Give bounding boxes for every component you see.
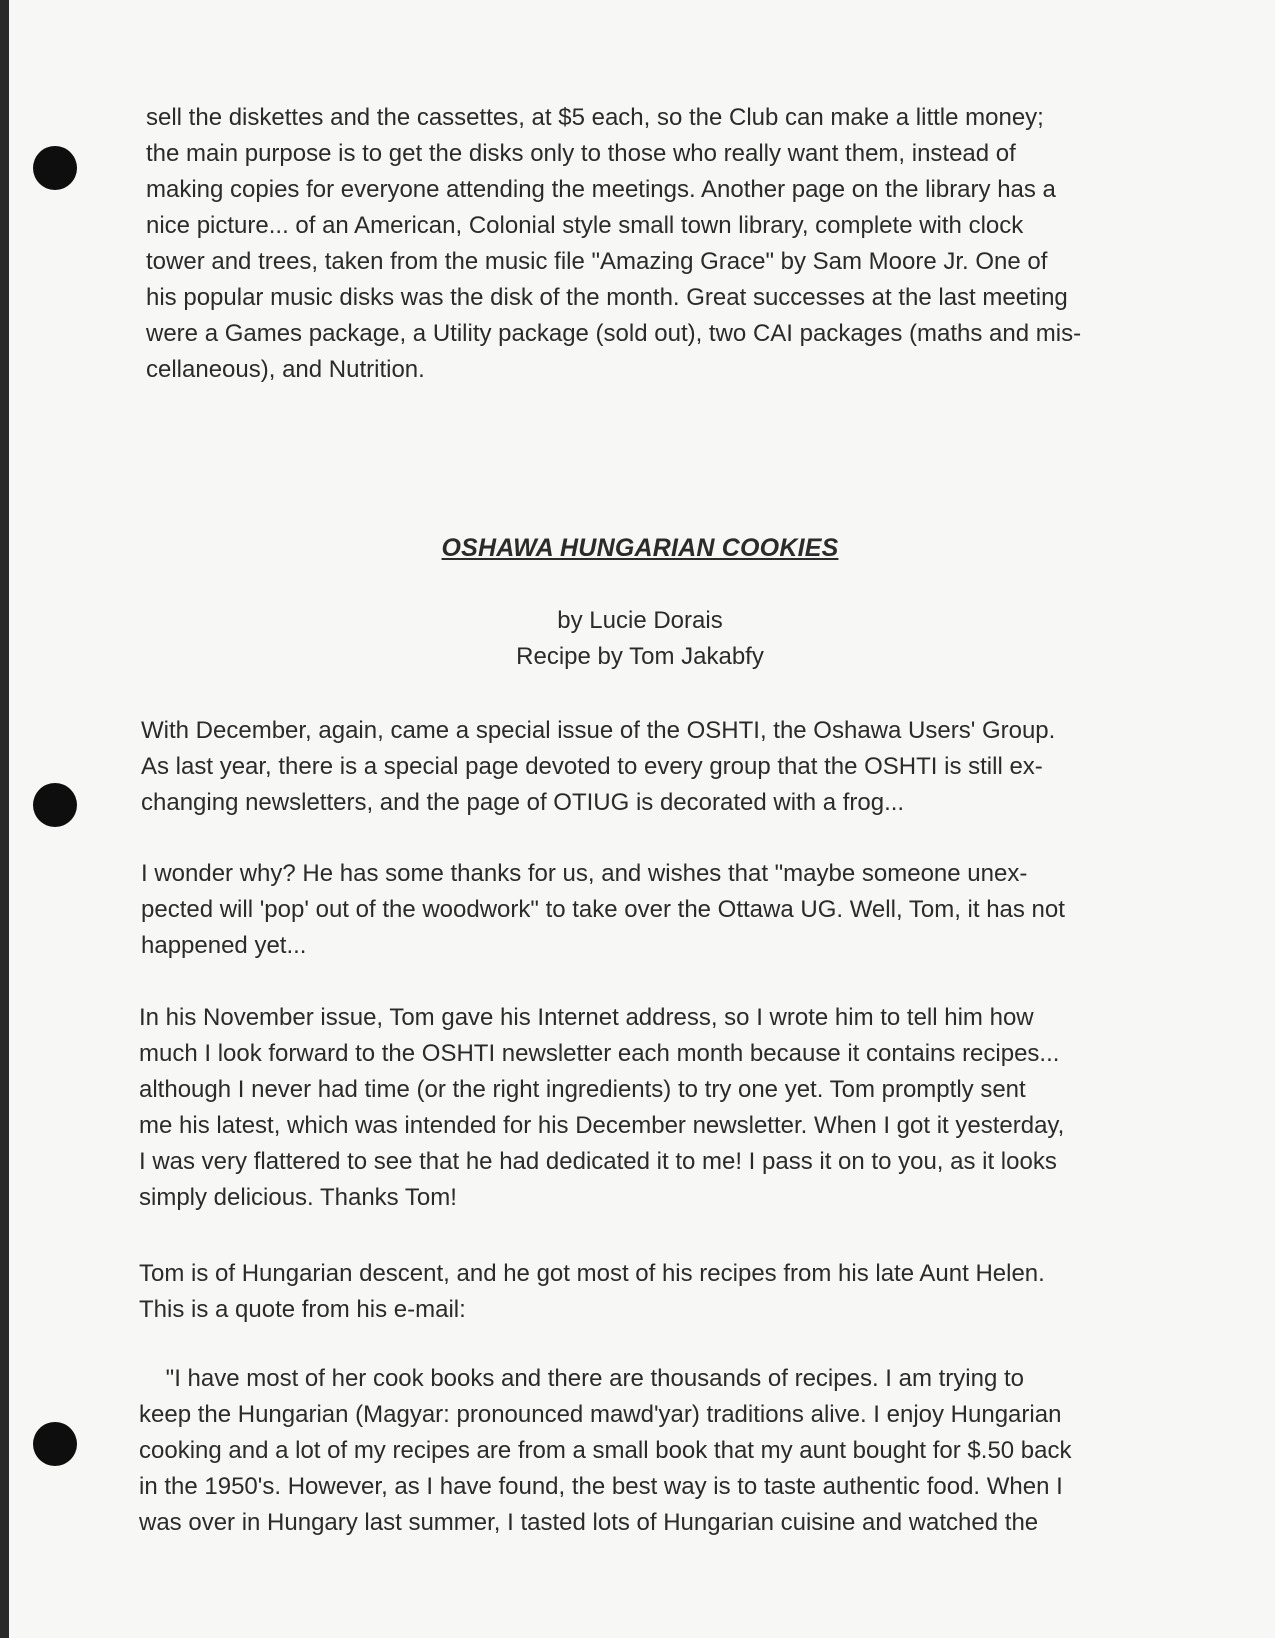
text-line: "I have most of her cook books and there are thousands of recipes. I am trying to [139, 1365, 1024, 1392]
text-line: pected will 'pop' out of the woodwork" to take over the Ottawa UG. Well, Tom, it has not [141, 896, 1065, 923]
text-line: nice picture... of an American, Colonial style small town library, complete with clock [146, 212, 1024, 239]
text-line: tower and trees, taken from the music file "Amazing Grace" by Sam Moore Jr. One of [146, 248, 1048, 275]
article-title: OSHAWA HUNGARIAN COOKIES [441, 534, 839, 562]
article-paragraph-4 [139, 1256, 1045, 1328]
text-line: I wonder why? He has some thanks for us, and wishes that "maybe someone unex- [141, 860, 1028, 887]
text-line: changing newsletters, and the page of OTIUG is decorated with a frog... [141, 789, 905, 816]
text-line: cellaneous), and Nutrition. [146, 356, 425, 383]
text-line: although I never had time (or the right ingredients) to try one yet. Tom promptly sent [139, 1076, 1026, 1103]
text-line: his popular music disks was the disk of the month. Great successes at the last meeting [146, 284, 1068, 311]
text-line: With December, again, came a special issue of the OSHTI, the Oshawa Users' Group. [141, 717, 1056, 744]
text-line: in the 1950's. However, as I have found, the best way is to taste authentic food. When I [139, 1473, 1063, 1500]
text-line: were a Games package, a Utility package (sold out), two CAI packages (maths and mis- [146, 320, 1082, 347]
text-line: I was very flattered to see that he had dedicated it to me! I pass it on to you, as it looks [139, 1148, 1057, 1175]
text-line: Tom is of Hungarian descent, and he got most of his recipes from his late Aunt Helen. [139, 1260, 1045, 1287]
article-paragraph-2 [141, 856, 1065, 964]
article-quote [139, 1361, 1072, 1541]
text-line: keep the Hungarian (Magyar: pronounced mawd'yar) traditions alive. I enjoy Hungarian [139, 1401, 1062, 1428]
text-line: sell the diskettes and the cassettes, at $5 each, so the Club can make a little money; [146, 104, 1044, 131]
byline-author: by Lucie Dorais [557, 607, 723, 634]
text-line: much I look forward to the OSHTI newsletter each month because it contains recipes... [139, 1040, 1060, 1067]
text-line: me his latest, which was intended for his December newsletter. When I got it yesterday, [139, 1112, 1065, 1139]
article-paragraph-1 [141, 713, 1055, 821]
text-line: making copies for everyone attending the meetings. Another page on the library has a [146, 176, 1056, 203]
text-line: As last year, there is a special page devoted to every group that the OSHTI is still ex- [141, 753, 1043, 780]
text-line: the main purpose is to get the disks only to those who really want them, instead of [146, 140, 1016, 167]
binder-hole [33, 1422, 77, 1466]
text-line: cooking and a lot of my recipes are from a small book that my aunt bought for $.50 back [139, 1437, 1072, 1464]
article-paragraph-3 [139, 1000, 1064, 1216]
intro-paragraph [146, 100, 1146, 388]
binder-hole [33, 146, 77, 190]
text-line: simply delicious. Thanks Tom! [139, 1184, 457, 1211]
text-line: was over in Hungary last summer, I tasted lots of Hungarian cuisine and watched the [139, 1509, 1039, 1536]
text-line: This is a quote from his e-mail: [139, 1296, 466, 1323]
scan-edge [0, 0, 9, 1638]
text-line: In his November issue, Tom gave his Internet address, so I wrote him to tell him how [139, 1004, 1034, 1031]
binder-hole [33, 783, 77, 827]
article-byline [140, 603, 1140, 675]
text-line: happened yet... [141, 932, 307, 959]
byline-recipe: Recipe by Tom Jakabfy [516, 643, 764, 670]
